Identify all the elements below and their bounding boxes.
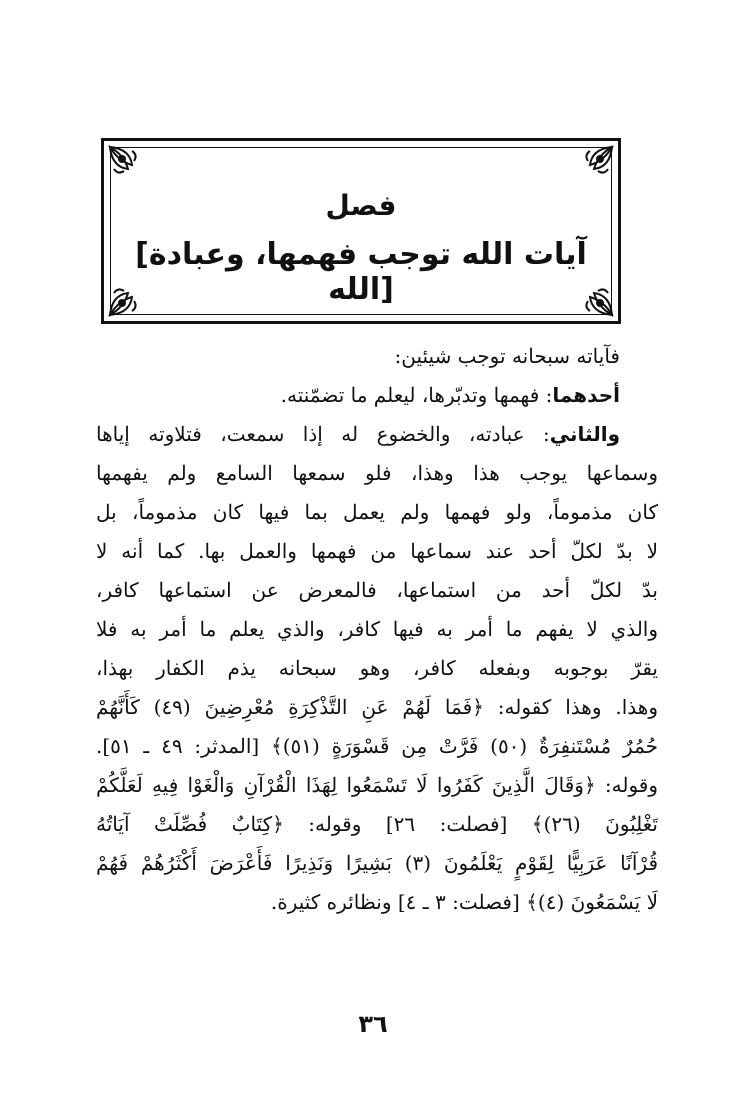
corner-ornament-icon — [108, 145, 152, 189]
text-line: وسماعها يوجب هذا وهذا، فلو سمعها السامع ولم يفهمها — [96, 461, 658, 485]
first-point-lead: أحدهما — [552, 383, 620, 407]
text-line: وقوله: ﴿وَقَالَ الَّذِينَ كَفَرُوا لَا تَسْمَعُوا لِهَذَا الْقُرْآنِ وَالْغَوْا فِيهِ لَعَلَّكُمْ — [96, 773, 658, 797]
text-line: حُمُرٌ مُسْتَنفِرَةٌ (٥٠) فَرَّتْ مِن قَسْوَرَةٍ (٥١)﴾ [المدثر: ٤٩ ـ ٥١]. — [96, 734, 658, 758]
chapter-label: فصل — [325, 189, 397, 222]
text-line: كان مذموماً، ولو فهمها ولم يعمل بما فيها كان مذموماً، بل — [96, 500, 658, 524]
text-line: : عبادته، والخضوع له إذا سمعت، فتلاوته إياها — [96, 422, 550, 446]
page-number: ٣٦ — [358, 1010, 388, 1038]
first-point — [96, 376, 658, 415]
corner-ornament-icon — [570, 145, 614, 189]
text-line: والذي لا يفهم ما أمر به فيها كافر، والذي يعلم ما أمر به فلا — [96, 617, 658, 641]
text-line: يقرّ بوجوبه وبفعله كافر، وهو سبحانه يذم الكفار بهذا، — [96, 656, 658, 680]
text-line: وهذا. وهذا كقوله: ﴿فَمَا لَهُمْ عَنِ التَّذْكِرَةِ مُعْرِضِينَ (٤٩) كَأَنَّهُمْ — [96, 695, 658, 719]
chapter-title: [آيات الله توجب فهمها، وعبادة الله] — [135, 237, 587, 307]
text-line: بدّ لكلّ أحد من استماعها، فالمعرض عن استماعها كافر، — [96, 578, 658, 602]
text-line: لَا يَسْمَعُونَ (٤)﴾ [فصلت: ٣ ـ ٤] ونظائره كثيرة. — [270, 890, 658, 914]
second-point-lead: والثاني — [549, 422, 620, 446]
chapter-heading-frame — [101, 138, 621, 324]
body-text — [96, 337, 658, 922]
text-line: لا بدّ لكلّ أحد عند سماعها من فهمها والعمل بها. كما أنه لا — [96, 539, 658, 563]
intro-line: فآياته سبحانه توجب شيئين: — [394, 344, 620, 368]
first-point-text: : فهمها وتدبّرها، ليعلم ما تضمّنته. — [280, 383, 553, 407]
text-line: قُرْآنًا عَرَبِيًّا لِقَوْمٍ يَعْلَمُونَ (٣) بَشِيرًا وَنَذِيرًا فَأَعْرَضَ أَكْثَرُهُمْ فَهُمْ — [96, 851, 658, 875]
text-line: تَغْلِبُونَ (٢٦)﴾ [فصلت: ٢٦] وقوله: ﴿كِتَابٌ فُصِّلَتْ آيَاتُهُ — [96, 812, 658, 836]
second-point — [96, 415, 658, 454]
